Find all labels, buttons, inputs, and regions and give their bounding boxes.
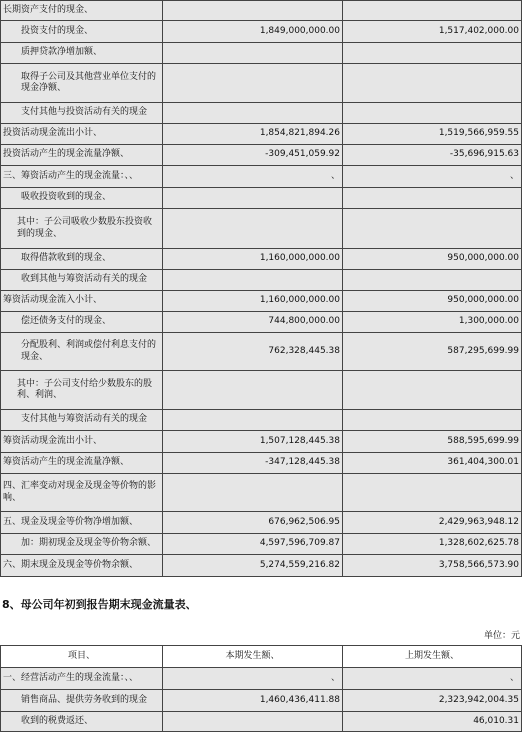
row-label: 质押贷款净增加额、 bbox=[1, 43, 163, 64]
header-current: 本期发生额、 bbox=[163, 646, 343, 668]
previous-value bbox=[343, 188, 522, 209]
previous-value: 、 bbox=[343, 166, 522, 188]
row-label: 投资活动现金流出小计、 bbox=[1, 124, 163, 145]
row-label: 投资支付的现金、 bbox=[1, 21, 163, 43]
current-value: 1,160,000,000.00 bbox=[163, 249, 343, 270]
row-label: 筹资活动产生的现金流量净额、 bbox=[1, 453, 163, 474]
table-row bbox=[1, 103, 522, 124]
row-label: 销售商品、提供劳务收到的现金 bbox=[1, 690, 163, 712]
previous-value: 1,300,000.00 bbox=[343, 312, 522, 333]
table-row bbox=[1, 312, 522, 333]
table-row bbox=[1, 249, 522, 270]
previous-value: 587,295,699.99 bbox=[343, 333, 522, 371]
current-value bbox=[163, 209, 343, 249]
previous-value: 2,323,942,004.35 bbox=[343, 690, 522, 712]
previous-value: 950,000,000.00 bbox=[343, 249, 522, 270]
current-value: 、 bbox=[163, 668, 343, 690]
current-value bbox=[163, 1, 343, 21]
row-label: 长期资产支付的现金、 bbox=[1, 1, 163, 21]
table-row bbox=[1, 712, 522, 732]
previous-value: 1,519,566,959.55 bbox=[343, 124, 522, 145]
row-label: 三、筹资活动产生的现金流量：、、 bbox=[1, 166, 163, 188]
table-row bbox=[1, 209, 522, 249]
previous-value bbox=[343, 103, 522, 124]
previous-value: 950,000,000.00 bbox=[343, 291, 522, 312]
section-title: 8、母公司年初到报告期末现金流量表、 bbox=[2, 598, 197, 611]
table-row bbox=[1, 512, 522, 534]
parent-cash-flow-table bbox=[0, 645, 522, 732]
table-row bbox=[1, 474, 522, 512]
current-value: 1,849,000,000.00 bbox=[163, 21, 343, 43]
current-value bbox=[163, 474, 343, 512]
row-label: 收到的税费返还、 bbox=[1, 712, 163, 732]
row-label: 四、汇率变动对现金及现金等价物的影响、 bbox=[1, 474, 163, 512]
current-value: 762,328,445.38 bbox=[163, 333, 343, 371]
current-value: 4,597,596,709.87 bbox=[163, 534, 343, 555]
table-row bbox=[1, 371, 522, 410]
row-label: 加：期初现金及现金等价物余额、 bbox=[1, 534, 163, 555]
row-label: 五、现金及现金等价物净增加额、 bbox=[1, 512, 163, 534]
row-label: 筹资活动现金流入小计、 bbox=[1, 291, 163, 312]
current-value: 676,962,506.95 bbox=[163, 512, 343, 534]
previous-value bbox=[343, 474, 522, 512]
current-value bbox=[163, 371, 343, 410]
row-label: 筹资活动现金流出小计、 bbox=[1, 431, 163, 453]
current-value: 744,800,000.00 bbox=[163, 312, 343, 333]
previous-value bbox=[343, 410, 522, 431]
row-label: 吸收投资收到的现金、 bbox=[1, 188, 163, 209]
previous-value bbox=[343, 209, 522, 249]
previous-value: 3,758,566,573.90 bbox=[343, 555, 522, 577]
row-label: 一、经营活动产生的现金流量：、、 bbox=[1, 668, 163, 690]
previous-value: -35,696,915.63 bbox=[343, 145, 522, 166]
current-value: 、 bbox=[163, 166, 343, 188]
table-row bbox=[1, 410, 522, 431]
table-row bbox=[1, 166, 522, 188]
previous-value: 361,404,300.01 bbox=[343, 453, 522, 474]
current-value: 1,160,000,000.00 bbox=[163, 291, 343, 312]
unit-label: 单位：元 bbox=[483, 631, 520, 641]
previous-value bbox=[343, 270, 522, 291]
row-label: 偿还债务支付的现金、 bbox=[1, 312, 163, 333]
previous-value: 588,595,699.99 bbox=[343, 431, 522, 453]
row-label: 其中：子公司支付给少数股东的股利、利润、 bbox=[1, 371, 163, 410]
row-label: 投资活动产生的现金流量净额、 bbox=[1, 145, 163, 166]
table-header-row bbox=[1, 646, 522, 668]
table-row bbox=[1, 291, 522, 312]
table-row bbox=[1, 64, 522, 103]
table-row bbox=[1, 188, 522, 209]
previous-value bbox=[343, 371, 522, 410]
previous-value bbox=[343, 43, 522, 64]
table-row bbox=[1, 333, 522, 371]
table-row bbox=[1, 668, 522, 690]
previous-value: 46,010.31 bbox=[343, 712, 522, 732]
current-value bbox=[163, 64, 343, 103]
current-value bbox=[163, 43, 343, 64]
table-row bbox=[1, 124, 522, 145]
header-item: 项目、 bbox=[1, 646, 163, 668]
table-row bbox=[1, 145, 522, 166]
previous-value bbox=[343, 64, 522, 103]
table-row bbox=[1, 270, 522, 291]
row-label: 分配股利、利润或偿付利息支付的现金、 bbox=[1, 333, 163, 371]
current-value: -309,451,059.92 bbox=[163, 145, 343, 166]
current-value bbox=[163, 188, 343, 209]
row-label: 取得子公司及其他营业单位支付的现金净额、 bbox=[1, 64, 163, 103]
table-row bbox=[1, 453, 522, 474]
table-row bbox=[1, 1, 522, 21]
current-value: 1,460,436,411.88 bbox=[163, 690, 343, 712]
previous-value: 、 bbox=[343, 668, 522, 690]
current-value: -347,128,445.38 bbox=[163, 453, 343, 474]
table-row bbox=[1, 690, 522, 712]
row-label: 收到其他与筹资活动有关的现金 bbox=[1, 270, 163, 291]
previous-value: 1,328,602,625.78 bbox=[343, 534, 522, 555]
current-value bbox=[163, 270, 343, 291]
current-value bbox=[163, 712, 343, 732]
table-row bbox=[1, 555, 522, 577]
row-label: 其中：子公司吸收少数股东投资收到的现金、 bbox=[1, 209, 163, 249]
current-value bbox=[163, 410, 343, 431]
current-value: 1,854,821,894.26 bbox=[163, 124, 343, 145]
table-row bbox=[1, 21, 522, 43]
table-row bbox=[1, 43, 522, 64]
current-value: 5,274,559,216.82 bbox=[163, 555, 343, 577]
current-value: 1,507,128,445.38 bbox=[163, 431, 343, 453]
previous-value: 1,517,402,000.00 bbox=[343, 21, 522, 43]
row-label: 取得借款收到的现金、 bbox=[1, 249, 163, 270]
row-label: 支付其他与筹资活动有关的现金 bbox=[1, 410, 163, 431]
table-row bbox=[1, 431, 522, 453]
current-value bbox=[163, 103, 343, 124]
row-label: 六、期末现金及现金等价物余额、 bbox=[1, 555, 163, 577]
previous-value bbox=[343, 1, 522, 21]
previous-value: 2,429,963,948.12 bbox=[343, 512, 522, 534]
table-row bbox=[1, 534, 522, 555]
header-previous: 上期发生额、 bbox=[343, 646, 522, 668]
row-label: 支付其他与投资活动有关的现金 bbox=[1, 103, 163, 124]
